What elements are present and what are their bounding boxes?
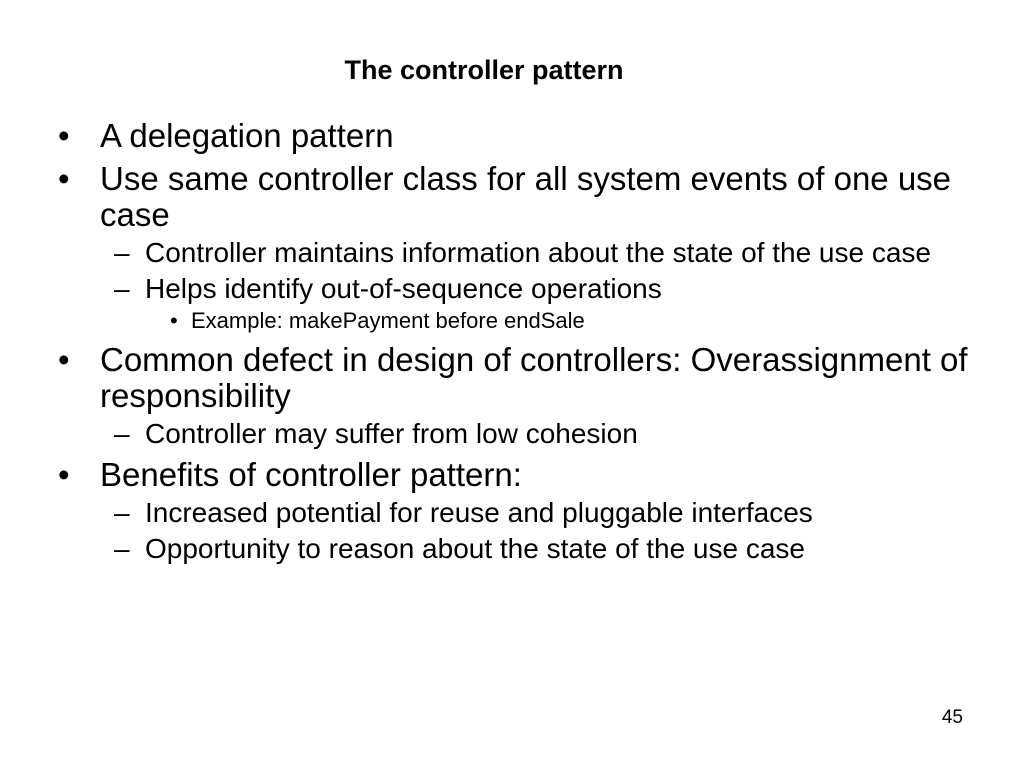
bullet-marker: •	[58, 341, 70, 378]
bullet-marker: •	[58, 117, 70, 154]
bullet-item-level3	[56, 307, 986, 335]
bullet-text: Controller may suffer from low cohesion	[145, 418, 638, 449]
bullet-marker: •	[170, 308, 178, 333]
bullet-item-level2	[56, 497, 986, 529]
slide-title: The controller pattern	[344, 55, 624, 85]
dash-marker: –	[114, 418, 130, 449]
bullet-marker: •	[58, 160, 70, 197]
bullet-item-level2	[56, 533, 986, 565]
bullet-text: Helps identify out-of-sequence operations	[145, 273, 662, 304]
bullet-text: Controller maintains information about the state of the use case	[145, 237, 931, 268]
dash-marker: –	[114, 237, 130, 268]
bullet-item-level2	[56, 418, 986, 450]
bullet-text: Benefits of controller pattern:	[100, 456, 522, 493]
bullet-text: Opportunity to reason about the state of the use case	[145, 533, 805, 564]
bullet-item-level1	[56, 118, 986, 154]
bullet-text: A delegation pattern	[100, 117, 394, 154]
bullet-text: Increased potential for reuse and pluggable interfaces	[145, 497, 813, 528]
dash-marker: –	[114, 497, 130, 528]
dash-marker: –	[114, 533, 130, 564]
bullet-text: Common defect in design of controllers: Overassignment of responsibility	[100, 341, 968, 414]
dash-marker: –	[114, 273, 130, 304]
bullet-text: Example: makePayment before endSale	[191, 308, 585, 333]
bullet-text: Use same controller class for all system events of one use case	[100, 160, 952, 233]
bullet-item-level1	[56, 342, 986, 414]
bullet-item-level1	[56, 457, 986, 493]
bullet-item-level1	[56, 161, 986, 233]
bullet-item-level2	[56, 237, 986, 269]
bullet-marker: •	[58, 456, 70, 493]
page-number: 45	[941, 707, 963, 728]
bullet-item-level2	[56, 273, 986, 305]
bullet-list	[56, 118, 986, 565]
